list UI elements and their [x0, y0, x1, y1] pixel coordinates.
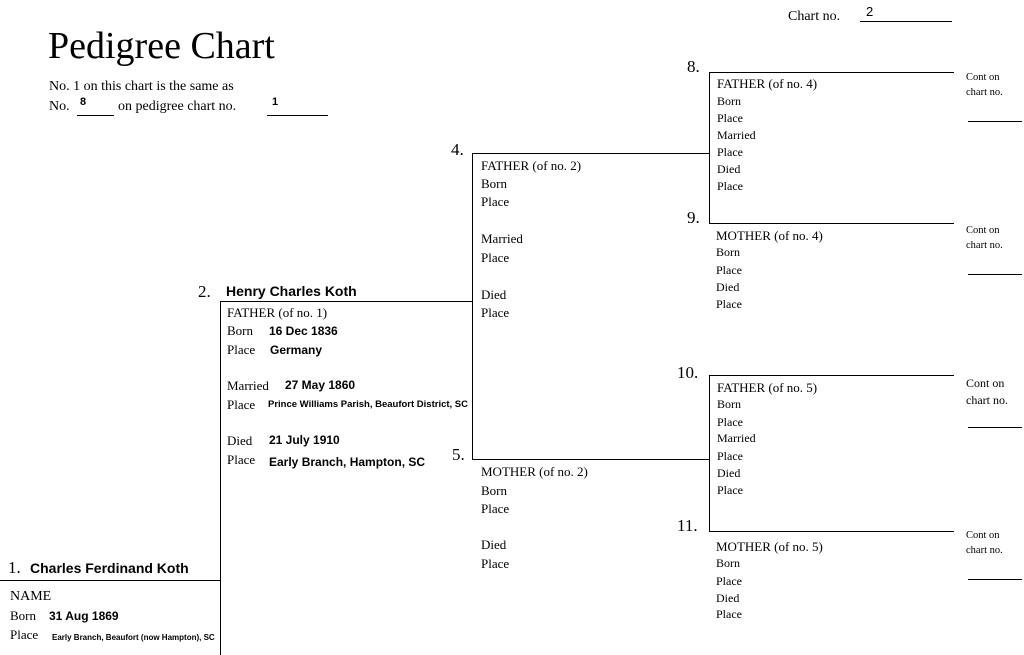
line-p9	[709, 223, 954, 224]
p9-died-place-label: Place	[716, 297, 742, 311]
p5-number: 5.	[452, 445, 465, 464]
p8-born-label: Born	[717, 94, 741, 108]
p8-married-place-label: Place	[717, 145, 743, 159]
p4-number: 4.	[451, 140, 464, 159]
p1-born-value[interactable]: 31 Aug 1869	[49, 609, 119, 623]
line-p2-vertical	[472, 153, 473, 460]
p5-born-place-label: Place	[481, 501, 510, 516]
cont-on-p8-underline	[968, 121, 1022, 122]
p11-born-place-label: Place	[716, 574, 742, 588]
cont-on-p10-underline	[968, 427, 1022, 428]
p2-died-label: Died	[227, 433, 253, 448]
p10-married-place-label: Place	[717, 449, 743, 463]
p5-died-label: Died	[481, 537, 507, 552]
p10-number: 10.	[677, 363, 699, 382]
p2-number: 2.	[198, 282, 211, 301]
cont-on-p9: Cont on chart no.	[966, 225, 1003, 251]
cont-on-p11-underline	[968, 579, 1022, 580]
p8-born-place-label: Place	[717, 111, 743, 125]
p2-died-place-value[interactable]: Early Branch, Hampton, SC	[269, 455, 426, 469]
p2-born-place-label: Place	[227, 342, 256, 357]
p8-married-label: Married	[717, 128, 756, 142]
cont-on-p8: Cont on chart no.	[966, 72, 1003, 98]
p11-number: 11.	[677, 516, 698, 535]
p5-role: MOTHER (of no. 2)	[481, 464, 588, 479]
p9-died-label: Died	[716, 280, 740, 294]
p8-role: FATHER (of no. 4)	[717, 76, 818, 91]
p10-married-label: Married	[717, 431, 756, 445]
line-p2	[220, 301, 473, 302]
chart-no-underline	[860, 21, 952, 22]
p1-name[interactable]: Charles Ferdinand Koth	[30, 560, 189, 576]
chart-no-label: Chart no.	[788, 9, 841, 24]
cont-on-p10: Cont on chart no.	[966, 376, 1008, 407]
page-title: Pedigree Chart	[48, 25, 275, 67]
p1-born-label: Born	[10, 608, 36, 623]
line-p11	[709, 531, 954, 532]
p8-number: 8.	[687, 57, 700, 76]
p2-married-place-label: Place	[227, 397, 256, 412]
p2-role: FATHER (of no. 1)	[227, 305, 328, 320]
p2-married-label: Married	[227, 378, 269, 393]
same-as-chart-underline	[267, 115, 328, 116]
p10-born-label: Born	[717, 397, 741, 411]
p4-died-label: Died	[481, 287, 507, 302]
p4-born-label: Born	[481, 176, 507, 191]
p8-died-place-label: Place	[717, 179, 743, 193]
p9-role: MOTHER (of no. 4)	[716, 228, 823, 243]
p1-name-label: NAME	[10, 589, 52, 604]
p10-died-place-label: Place	[717, 483, 743, 497]
line-p4	[472, 153, 710, 154]
cont-on-p9-underline	[968, 274, 1022, 275]
line-p10	[709, 375, 954, 376]
p1-number: 1.	[8, 558, 21, 577]
p11-role: MOTHER (of no. 5)	[716, 539, 823, 554]
same-as-no-value[interactable]: 8	[80, 96, 87, 108]
p10-role: FATHER (of no. 5)	[717, 380, 818, 395]
p4-role: FATHER (of no. 2)	[481, 158, 582, 173]
same-as-no-label: No.	[49, 99, 70, 114]
p2-died-place-label: Place	[227, 452, 256, 467]
p2-died-value[interactable]: 21 July 1910	[269, 433, 340, 447]
p4-died-place-label: Place	[481, 305, 510, 320]
p1-place-value[interactable]: Early Branch, Beaufort (now Hampton), SC	[52, 633, 215, 642]
p8-died-label: Died	[717, 162, 741, 176]
p5-born-label: Born	[481, 483, 507, 498]
p11-died-label: Died	[716, 591, 740, 605]
line-p1-p2-vertical	[220, 301, 221, 655]
same-as-line1: No. 1 on this chart is the same as	[49, 79, 234, 94]
p4-married-place-label: Place	[481, 250, 510, 265]
p2-married-place-value[interactable]: Prince Williams Parish, Beaufort District, SC	[268, 399, 469, 410]
line-p1	[0, 580, 221, 581]
same-as-no-underline	[77, 115, 114, 116]
p9-born-place-label: Place	[716, 263, 742, 277]
p2-born-value[interactable]: 16 Dec 1836	[269, 324, 338, 338]
p9-number: 9.	[687, 208, 700, 227]
cont-on-p11: Cont on chart no.	[966, 530, 1003, 556]
p5-died-place-label: Place	[481, 556, 510, 571]
line-p5-vertical	[709, 375, 710, 532]
p11-died-place-label: Place	[716, 607, 742, 621]
p11-born-label: Born	[716, 556, 740, 570]
same-as-chart-value[interactable]: 1	[272, 96, 279, 108]
line-p8	[709, 72, 954, 73]
p2-married-value[interactable]: 27 May 1860	[285, 378, 356, 392]
p4-born-place-label: Place	[481, 194, 510, 209]
same-as-on-label: on pedigree chart no.	[118, 99, 237, 114]
line-p4-vertical	[709, 72, 710, 224]
p9-born-label: Born	[716, 245, 740, 259]
p2-born-place-value[interactable]: Germany	[270, 343, 323, 357]
p4-married-label: Married	[481, 231, 523, 246]
p10-died-label: Died	[717, 466, 741, 480]
p2-name[interactable]: Henry Charles Koth	[226, 283, 357, 299]
p1-place-label: Place	[10, 627, 39, 642]
p2-born-label: Born	[227, 323, 253, 338]
p10-born-place-label: Place	[717, 415, 743, 429]
chart-no-value[interactable]: 2	[866, 4, 874, 19]
line-p5	[472, 459, 710, 460]
